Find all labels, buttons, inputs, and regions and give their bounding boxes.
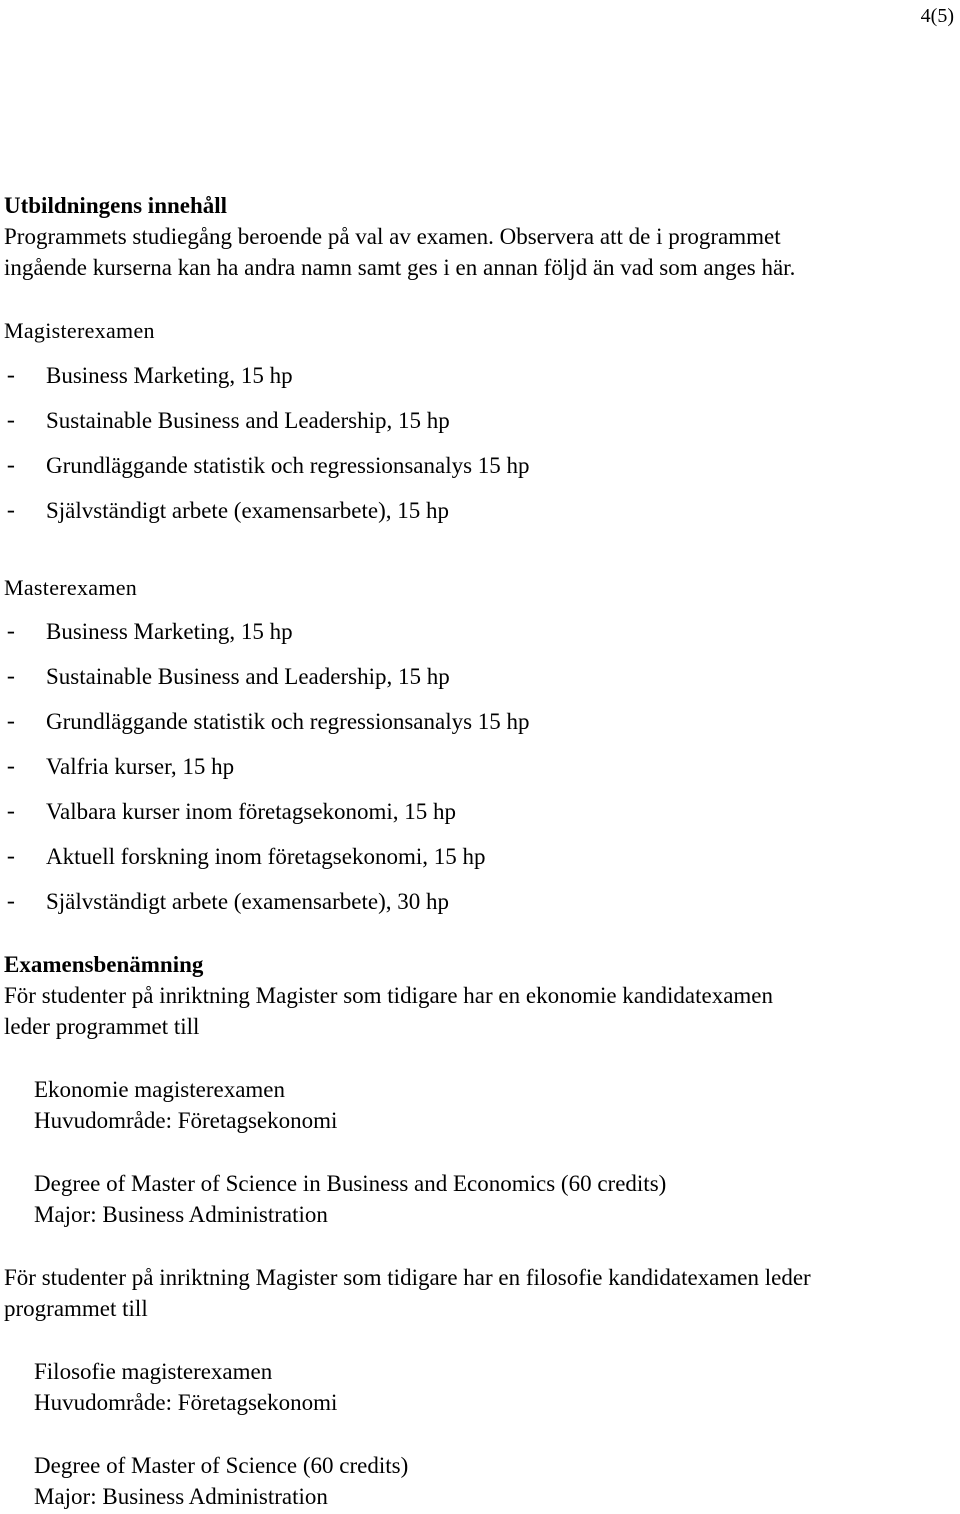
master-course-item xyxy=(4,707,530,737)
magister-course-item xyxy=(4,496,449,526)
magister-course-item xyxy=(4,361,293,391)
course-label: Business Marketing, 15 hp xyxy=(46,619,293,644)
dash-marker: - xyxy=(4,454,18,480)
dash-marker: - xyxy=(4,890,18,916)
philosophy-english-major: Major: Business Administration xyxy=(34,1484,328,1509)
dash-marker: - xyxy=(4,620,18,646)
philosophy-swedish-major: Huvudområde: Företagsekonomi xyxy=(34,1390,338,1415)
content-heading: Utbildningens innehåll xyxy=(4,193,228,218)
magister-course-item xyxy=(4,451,530,481)
course-label: Aktuell forskning inom företagsekonomi, 15 hp xyxy=(46,844,486,869)
master-title: Masterexamen xyxy=(4,575,138,600)
economics-intro-line: För studenter på inriktning Magister som tidigare har en ekonomie kandidatexamen xyxy=(4,983,774,1008)
economics-intro-line: leder programmet till xyxy=(4,1014,200,1039)
dash-marker: - xyxy=(4,364,18,390)
dash-marker: - xyxy=(4,409,18,435)
course-label: Sustainable Business and Leadership, 15 hp xyxy=(46,408,450,433)
economics-english-major: Major: Business Administration xyxy=(34,1202,328,1227)
course-label: Självständigt arbete (examensarbete), 30 hp xyxy=(46,889,449,914)
master-course-item xyxy=(4,617,293,647)
master-course-item xyxy=(4,797,456,827)
philosophy-swedish-degree: Filosofie magisterexamen xyxy=(34,1359,273,1384)
course-label: Grundläggande statistik och regressionsanalys 15 hp xyxy=(46,709,530,734)
magister-course-item xyxy=(4,406,450,436)
course-label: Valfria kurser, 15 hp xyxy=(46,754,235,779)
dash-marker: - xyxy=(4,499,18,525)
course-label: Business Marketing, 15 hp xyxy=(46,363,293,388)
philosophy-intro-line: För studenter på inriktning Magister som tidigare har en filosofie kandidatexamen leder xyxy=(4,1265,811,1290)
course-label: Valbara kurser inom företagsekonomi, 15 hp xyxy=(46,799,457,824)
page-number: 4(5) xyxy=(920,5,954,27)
dash-marker: - xyxy=(4,710,18,736)
magister-title: Magisterexamen xyxy=(4,318,155,343)
course-label: Självständigt arbete (examensarbete), 15 hp xyxy=(46,498,449,523)
economics-swedish-major: Huvudområde: Företagsekonomi xyxy=(34,1108,338,1133)
course-label: Sustainable Business and Leadership, 15 hp xyxy=(46,664,450,689)
dash-marker: - xyxy=(4,755,18,781)
dash-marker: - xyxy=(4,800,18,826)
dash-marker: - xyxy=(4,845,18,871)
master-course-item xyxy=(4,662,450,692)
intro-line: Programmets studiegång beroende på val av examen. Observera att de i programmet xyxy=(4,224,781,249)
intro-line: ingående kurserna kan ha andra namn samt ges i en annan följd än vad som anges här. xyxy=(4,255,796,280)
economics-english-degree: Degree of Master of Science in Business and Economics (60 credits) xyxy=(34,1171,667,1196)
master-course-item xyxy=(4,887,449,917)
philosophy-english-degree: Degree of Master of Science (60 credits) xyxy=(34,1453,409,1478)
master-course-item xyxy=(4,752,234,782)
course-label: Grundläggande statistik och regressionsanalys 15 hp xyxy=(46,453,530,478)
master-course-item xyxy=(4,842,486,872)
philosophy-intro-line: programmet till xyxy=(4,1296,148,1321)
dash-marker: - xyxy=(4,665,18,691)
economics-swedish-degree: Ekonomie magisterexamen xyxy=(34,1077,286,1102)
degree-heading: Examensbenämning xyxy=(4,952,204,977)
